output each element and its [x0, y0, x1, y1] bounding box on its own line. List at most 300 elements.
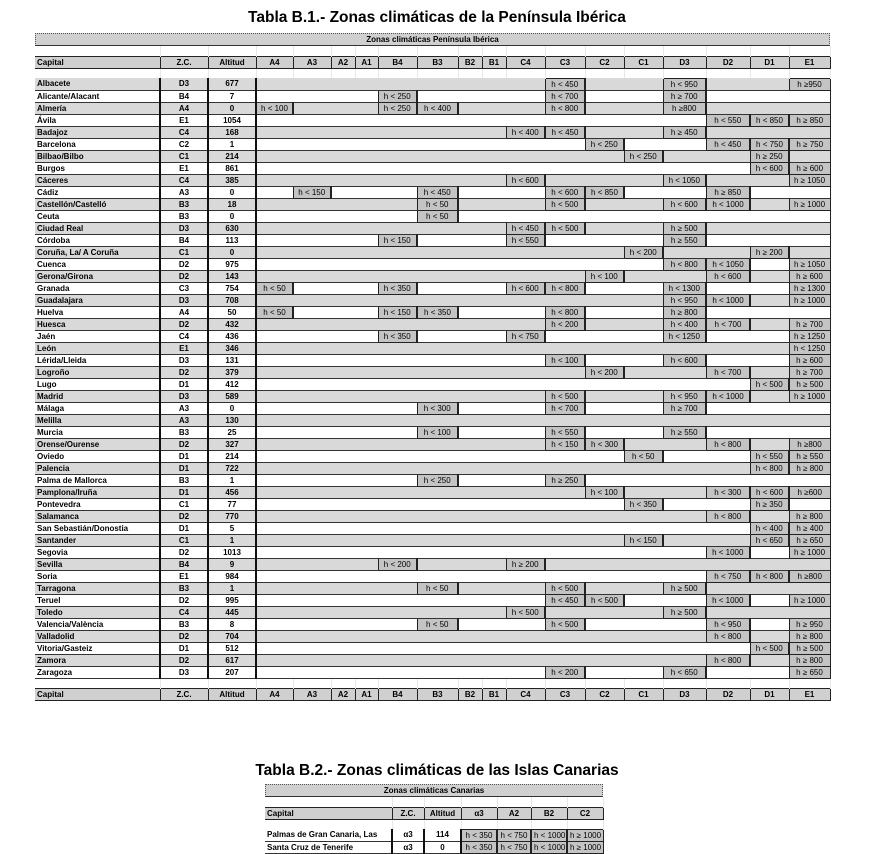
empty-cell	[458, 366, 482, 378]
empty-cell	[663, 438, 706, 450]
spacer-cell	[458, 46, 482, 56]
table-row	[35, 594, 830, 606]
empty-cell	[378, 258, 417, 270]
column-header-D2: D2	[706, 688, 750, 700]
altitude-limit-cell: h < 800	[750, 462, 789, 474]
empty-cell	[585, 258, 624, 270]
empty-cell	[256, 342, 293, 354]
table-row	[35, 558, 830, 570]
altitude-limit-cell: h ≥600	[789, 486, 830, 498]
empty-cell	[378, 78, 417, 90]
empty-cell	[256, 354, 293, 366]
empty-cell	[482, 342, 506, 354]
empty-cell	[458, 306, 482, 318]
table-row	[35, 90, 830, 102]
empty-cell	[585, 666, 624, 678]
empty-cell	[331, 90, 355, 102]
cell-capital: León	[35, 342, 160, 354]
empty-cell	[331, 234, 355, 246]
spacer-row	[265, 819, 603, 829]
spacer-cell	[506, 46, 545, 56]
empty-cell	[750, 606, 789, 618]
empty-cell	[256, 606, 293, 618]
empty-cell	[331, 282, 355, 294]
empty-cell	[256, 450, 293, 462]
altitude-limit-cell: h < 600	[663, 198, 706, 210]
empty-cell	[663, 522, 706, 534]
empty-cell	[458, 102, 482, 114]
spacer-cell	[506, 68, 545, 78]
empty-cell	[585, 294, 624, 306]
empty-cell	[506, 450, 545, 462]
table-row	[35, 282, 830, 294]
altitude-limit-cell: h ≥ 1000	[789, 294, 830, 306]
column-header-C3: C3	[545, 688, 585, 700]
altitude-limit-cell: h < 100	[417, 426, 458, 438]
empty-cell	[378, 318, 417, 330]
empty-cell	[256, 174, 293, 186]
empty-cell	[706, 450, 750, 462]
cell-alt: 432	[208, 318, 256, 330]
empty-cell	[331, 390, 355, 402]
altitude-limit-cell: h ≥ 250	[545, 474, 585, 486]
empty-cell	[585, 174, 624, 186]
altitude-limit-cell: h ≥ 500	[663, 582, 706, 594]
empty-cell	[482, 162, 506, 174]
empty-cell	[331, 474, 355, 486]
empty-cell	[706, 174, 750, 186]
altitude-limit-cell: h ≥ 350	[750, 498, 789, 510]
altitude-limit-cell: h < 550	[706, 114, 750, 126]
column-header-D1: D1	[750, 688, 789, 700]
spacer-cell	[35, 68, 160, 78]
cell-zc: C4	[160, 174, 208, 186]
column-header: Z.C.	[160, 56, 208, 68]
empty-cell	[417, 354, 458, 366]
table-row	[35, 150, 830, 162]
empty-cell	[706, 558, 750, 570]
table-row	[35, 462, 830, 474]
empty-cell	[331, 330, 355, 342]
altitude-limit-cell: h < 800	[545, 306, 585, 318]
empty-cell	[417, 78, 458, 90]
empty-cell	[482, 546, 506, 558]
empty-cell	[378, 366, 417, 378]
altitude-limit-cell: h ≥ 950	[789, 618, 830, 630]
spacer-cell	[392, 819, 424, 829]
spacer-cell	[355, 46, 378, 56]
empty-cell	[585, 642, 624, 654]
table-row	[35, 450, 830, 462]
spacer-cell	[392, 797, 424, 807]
empty-cell	[482, 174, 506, 186]
empty-cell	[585, 522, 624, 534]
empty-cell	[750, 318, 789, 330]
empty-cell	[355, 498, 378, 510]
cell-capital: Salamanca	[35, 510, 160, 522]
empty-cell	[331, 546, 355, 558]
empty-cell	[624, 618, 663, 630]
altitude-limit-cell: h ≥ 700	[789, 318, 830, 330]
table-row	[35, 666, 830, 678]
spacer-cell	[750, 46, 789, 56]
empty-cell	[482, 330, 506, 342]
cell-alt: 7	[208, 90, 256, 102]
empty-cell	[355, 126, 378, 138]
empty-cell	[624, 186, 663, 198]
altitude-limit-cell: h < 550	[750, 450, 789, 462]
empty-cell	[750, 366, 789, 378]
empty-cell	[293, 390, 331, 402]
column-header-C3: C3	[545, 56, 585, 68]
empty-cell	[355, 234, 378, 246]
empty-cell	[331, 654, 355, 666]
empty-cell	[506, 102, 545, 114]
cell-alt: 168	[208, 126, 256, 138]
empty-cell	[256, 270, 293, 282]
empty-cell	[624, 210, 663, 222]
cell-zc: D1	[160, 486, 208, 498]
empty-cell	[585, 198, 624, 210]
empty-cell	[378, 198, 417, 210]
empty-cell	[585, 426, 624, 438]
empty-cell	[482, 354, 506, 366]
spacer-cell	[750, 68, 789, 78]
cell-capital: Almería	[35, 102, 160, 114]
altitude-limit-cell: h < 500	[545, 198, 585, 210]
empty-cell	[750, 282, 789, 294]
empty-cell	[417, 534, 458, 546]
cell-zc: D1	[160, 522, 208, 534]
empty-cell	[256, 486, 293, 498]
empty-cell	[506, 582, 545, 594]
empty-cell	[417, 114, 458, 126]
empty-cell	[706, 282, 750, 294]
altitude-limit-cell: h < 250	[624, 150, 663, 162]
altitude-limit-cell: h < 150	[545, 438, 585, 450]
empty-cell	[585, 558, 624, 570]
empty-cell	[545, 450, 585, 462]
cell-zc: D2	[160, 510, 208, 522]
altitude-limit-cell: h < 1050	[706, 258, 750, 270]
empty-cell	[482, 426, 506, 438]
empty-cell	[506, 462, 545, 474]
empty-cell	[417, 462, 458, 474]
cell-zc: B3	[160, 582, 208, 594]
empty-cell	[293, 366, 331, 378]
altitude-limit-cell: h < 800	[750, 570, 789, 582]
table-row	[35, 78, 830, 90]
table-row	[35, 246, 830, 258]
cell-capital: Valencia/València	[35, 618, 160, 630]
empty-cell	[624, 114, 663, 126]
empty-cell	[331, 606, 355, 618]
empty-cell	[482, 570, 506, 582]
cell-zc: C1	[160, 498, 208, 510]
empty-cell	[663, 642, 706, 654]
empty-cell	[506, 186, 545, 198]
altitude-limit-cell: h < 350	[378, 330, 417, 342]
empty-cell	[750, 666, 789, 678]
altitude-limit-cell: h < 1250	[789, 342, 830, 354]
empty-cell	[417, 630, 458, 642]
altitude-limit-cell: h < 800	[545, 102, 585, 114]
empty-cell	[706, 90, 750, 102]
empty-cell	[482, 306, 506, 318]
column-header-B2: B2	[458, 688, 482, 700]
spacer-cell	[417, 46, 458, 56]
spacer-cell	[789, 678, 830, 688]
empty-cell	[417, 570, 458, 582]
cell-zc: B4	[160, 558, 208, 570]
empty-cell	[458, 618, 482, 630]
altitude-limit-cell: h ≥ 200	[750, 246, 789, 258]
cell-alt: 346	[208, 342, 256, 354]
empty-cell	[750, 438, 789, 450]
empty-cell	[506, 426, 545, 438]
empty-cell	[545, 366, 585, 378]
cell-capital: Lugo	[35, 378, 160, 390]
empty-cell	[417, 90, 458, 102]
empty-cell	[663, 462, 706, 474]
column-header-D3: D3	[663, 688, 706, 700]
spacer-cell	[265, 819, 392, 829]
empty-cell	[624, 546, 663, 558]
empty-cell	[482, 606, 506, 618]
empty-cell	[355, 426, 378, 438]
table1-banner: Zonas climáticas Península Ibérica	[35, 33, 830, 46]
altitude-limit-cell: h ≥ 550	[663, 426, 706, 438]
cell-alt: 0	[208, 402, 256, 414]
empty-cell	[458, 546, 482, 558]
empty-cell	[331, 210, 355, 222]
empty-cell	[706, 222, 750, 234]
empty-cell	[706, 426, 750, 438]
empty-cell	[458, 438, 482, 450]
cell-alt: 975	[208, 258, 256, 270]
empty-cell	[545, 546, 585, 558]
empty-cell	[706, 330, 750, 342]
empty-cell	[417, 174, 458, 186]
spacer-cell	[424, 819, 461, 829]
cell-capital: Huesca	[35, 318, 160, 330]
empty-cell	[331, 618, 355, 630]
cell-alt: 436	[208, 330, 256, 342]
empty-cell	[506, 246, 545, 258]
empty-cell	[355, 402, 378, 414]
cell-alt: 617	[208, 654, 256, 666]
table-row	[35, 222, 830, 234]
empty-cell	[355, 282, 378, 294]
empty-cell	[293, 630, 331, 642]
empty-cell	[482, 378, 506, 390]
altitude-limit-cell: h < 300	[417, 402, 458, 414]
empty-cell	[417, 486, 458, 498]
empty-cell	[331, 498, 355, 510]
altitude-limit-cell: h < 1000	[531, 841, 567, 853]
cell-alt: 114	[424, 829, 461, 841]
spacer-cell	[256, 46, 293, 56]
empty-cell	[545, 510, 585, 522]
empty-cell	[355, 150, 378, 162]
table-row	[35, 570, 830, 582]
empty-cell	[378, 186, 417, 198]
empty-cell	[256, 462, 293, 474]
altitude-limit-cell: h ≥ 1000	[567, 829, 603, 841]
empty-cell	[378, 162, 417, 174]
empty-cell	[378, 138, 417, 150]
empty-cell	[750, 126, 789, 138]
empty-cell	[458, 390, 482, 402]
empty-cell	[355, 666, 378, 678]
empty-cell	[545, 210, 585, 222]
empty-cell	[789, 222, 830, 234]
cell-zc: D2	[160, 366, 208, 378]
empty-cell	[293, 282, 331, 294]
empty-cell	[706, 162, 750, 174]
cell-zc: D3	[160, 390, 208, 402]
cell-zc: B3	[160, 474, 208, 486]
cell-capital: Badajoz	[35, 126, 160, 138]
empty-cell	[706, 342, 750, 354]
empty-cell	[293, 198, 331, 210]
empty-cell	[355, 594, 378, 606]
spacer-cell	[624, 68, 663, 78]
empty-cell	[706, 306, 750, 318]
empty-cell	[750, 78, 789, 90]
empty-cell	[585, 402, 624, 414]
empty-cell	[293, 474, 331, 486]
empty-cell	[417, 126, 458, 138]
cell-zc: C1	[160, 150, 208, 162]
altitude-limit-cell: h ≥ 1250	[789, 330, 830, 342]
empty-cell	[545, 174, 585, 186]
empty-cell	[331, 570, 355, 582]
altitude-limit-cell: h < 600	[506, 174, 545, 186]
empty-cell	[355, 102, 378, 114]
cell-zc: D1	[160, 462, 208, 474]
cell-zc: D2	[160, 270, 208, 282]
empty-cell	[293, 558, 331, 570]
empty-cell	[458, 414, 482, 426]
empty-cell	[545, 558, 585, 570]
altitude-limit-cell: h < 750	[750, 138, 789, 150]
spacer-cell	[378, 46, 417, 56]
cell-zc: D3	[160, 666, 208, 678]
empty-cell	[293, 294, 331, 306]
spacer-cell	[461, 797, 497, 807]
empty-cell	[585, 342, 624, 354]
empty-cell	[378, 654, 417, 666]
empty-cell	[331, 522, 355, 534]
column-header: Z.C.	[392, 807, 424, 819]
empty-cell	[458, 246, 482, 258]
empty-cell	[663, 450, 706, 462]
altitude-limit-cell: h < 450	[545, 594, 585, 606]
cell-capital: Ceuta	[35, 210, 160, 222]
empty-cell	[331, 438, 355, 450]
empty-cell	[750, 90, 789, 102]
column-header-A4: A4	[256, 56, 293, 68]
altitude-limit-cell: h < 250	[585, 138, 624, 150]
altitude-limit-cell: h ≥ 1000	[789, 546, 830, 558]
empty-cell	[750, 510, 789, 522]
spacer-cell	[293, 46, 331, 56]
empty-cell	[545, 606, 585, 618]
empty-cell	[482, 486, 506, 498]
empty-cell	[789, 246, 830, 258]
empty-cell	[585, 126, 624, 138]
empty-cell	[663, 342, 706, 354]
altitude-limit-cell: h < 250	[378, 90, 417, 102]
empty-cell	[482, 450, 506, 462]
table-row	[265, 841, 603, 853]
cell-capital: Valladolid	[35, 630, 160, 642]
cell-zc: E1	[160, 114, 208, 126]
altitude-limit-cell: h ≥ 1050	[789, 174, 830, 186]
empty-cell	[545, 630, 585, 642]
table-row	[35, 162, 830, 174]
spacer-cell	[706, 68, 750, 78]
empty-cell	[663, 378, 706, 390]
altitude-limit-cell: h ≥ 700	[663, 90, 706, 102]
empty-cell	[482, 114, 506, 126]
cell-alt: 1	[208, 474, 256, 486]
empty-cell	[482, 390, 506, 402]
empty-cell	[378, 630, 417, 642]
empty-cell	[293, 582, 331, 594]
spacer-cell	[506, 678, 545, 688]
altitude-limit-cell: h ≥ 700	[663, 402, 706, 414]
column-header-B4: B4	[378, 56, 417, 68]
empty-cell	[585, 618, 624, 630]
empty-cell	[417, 414, 458, 426]
empty-cell	[545, 498, 585, 510]
empty-cell	[482, 318, 506, 330]
empty-cell	[355, 246, 378, 258]
empty-cell	[585, 246, 624, 258]
empty-cell	[256, 186, 293, 198]
cell-alt: 770	[208, 510, 256, 522]
empty-cell	[417, 450, 458, 462]
column-header-A1: A1	[355, 56, 378, 68]
empty-cell	[256, 414, 293, 426]
table-row	[35, 306, 830, 318]
empty-cell	[585, 102, 624, 114]
empty-cell	[624, 354, 663, 366]
altitude-limit-cell: h ≥ 250	[750, 150, 789, 162]
empty-cell	[545, 414, 585, 426]
empty-cell	[506, 114, 545, 126]
empty-cell	[355, 414, 378, 426]
cell-zc: C3	[160, 282, 208, 294]
empty-cell	[293, 642, 331, 654]
empty-cell	[706, 354, 750, 366]
empty-cell	[355, 474, 378, 486]
column-header-C2: C2	[585, 688, 624, 700]
empty-cell	[750, 354, 789, 366]
cell-capital: Melilla	[35, 414, 160, 426]
empty-cell	[506, 534, 545, 546]
altitude-limit-cell: h < 200	[624, 246, 663, 258]
column-header-A4: A4	[256, 688, 293, 700]
empty-cell	[624, 330, 663, 342]
altitude-limit-cell: h < 250	[378, 102, 417, 114]
table2-banner: Zonas climáticas Canarias	[265, 784, 603, 797]
cell-capital: Zamora	[35, 654, 160, 666]
cell-alt: 18	[208, 198, 256, 210]
altitude-limit-cell: h < 1000	[531, 829, 567, 841]
